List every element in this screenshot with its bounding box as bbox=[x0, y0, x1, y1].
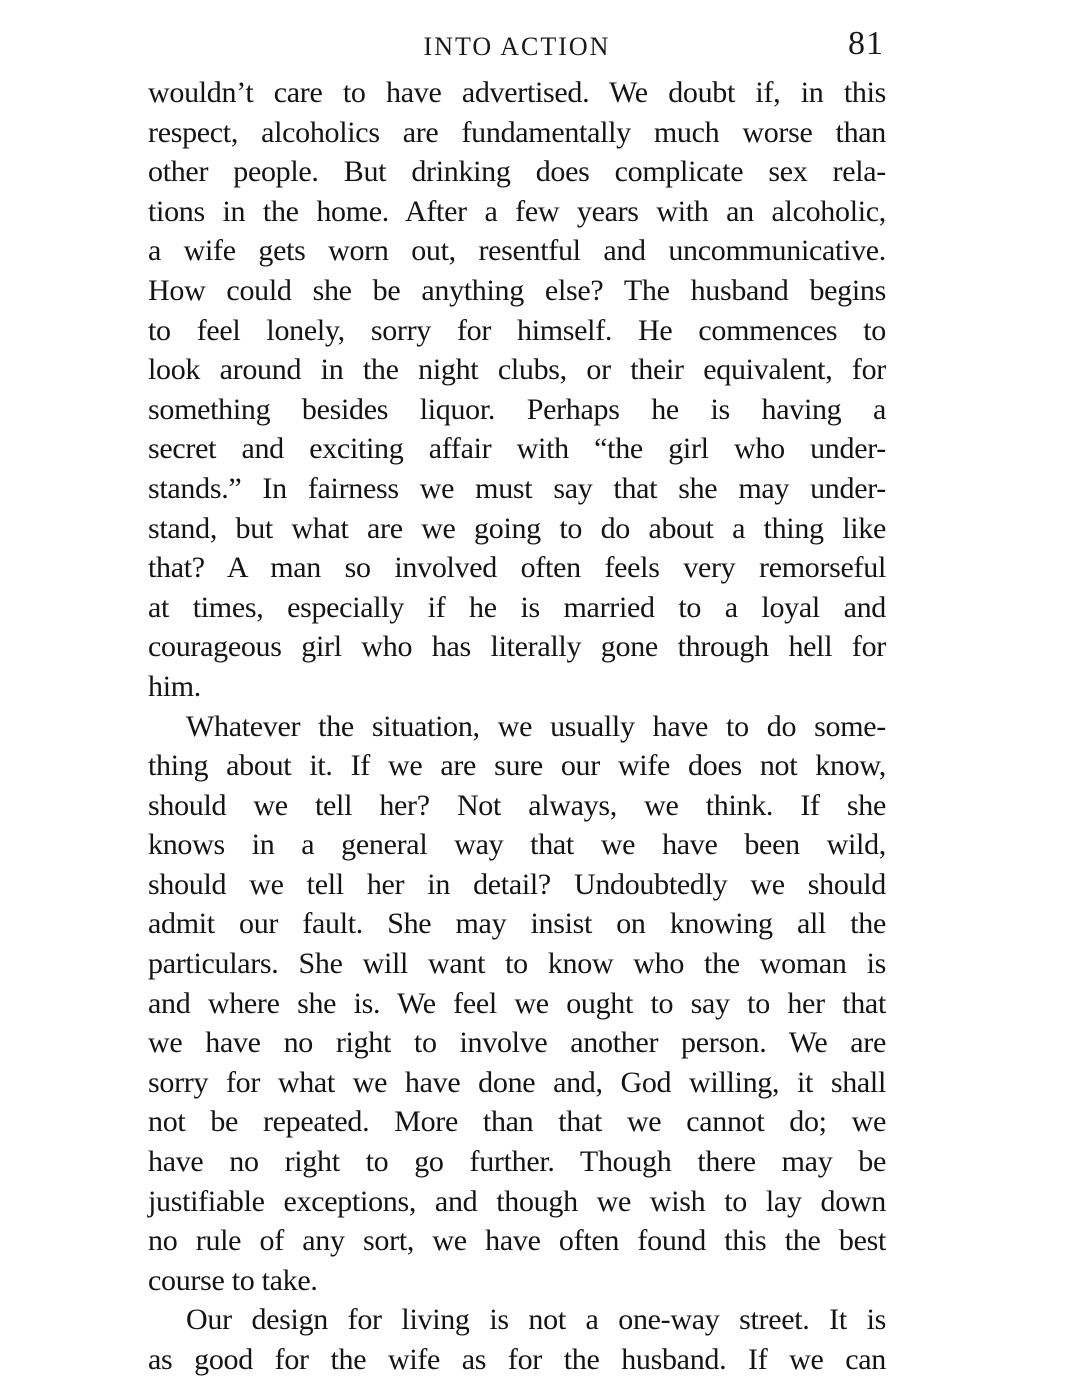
text-line: knows in a general way that we have been wild, bbox=[148, 828, 886, 862]
text-line: something besides liquor. Perhaps he is having a bbox=[148, 392, 886, 426]
text-line: stands.” In fairness we must say that she may under- bbox=[148, 471, 886, 505]
text-line: tions in the home. After a few years with an alcoholic, bbox=[148, 194, 886, 228]
text-line: respect, alcoholics are fundamentally much worse than bbox=[148, 115, 886, 149]
text-line: that? A man so involved often feels very remorseful bbox=[148, 551, 886, 585]
text-line: courageous girl who has literally gone through hell for bbox=[148, 630, 886, 664]
text-line: a wife gets worn out, resentful and uncommunicative. bbox=[148, 234, 886, 268]
text-line: justifiable exceptions, and though we wish to lay down bbox=[148, 1184, 886, 1218]
text-line: look around in the night clubs, or their equivalent, for bbox=[148, 353, 886, 387]
text-line: we have no right to involve another person. We are bbox=[148, 1026, 886, 1060]
text-line: not be repeated. More than that we cannot do; we bbox=[148, 1105, 886, 1139]
text-line: as good for the wife as for the husband. If we can bbox=[148, 1343, 886, 1376]
page-header bbox=[148, 25, 886, 62]
text-line: How could she be anything else? The husband begins bbox=[148, 273, 886, 307]
text-line: thing about it. If we are sure our wife does not know, bbox=[148, 749, 886, 783]
text-line: should we tell her in detail? Undoubtedly we should bbox=[148, 867, 886, 901]
text-line: admit our fault. She may insist on knowing all the bbox=[148, 907, 886, 941]
text-line: particulars. She will want to know who the woman is bbox=[148, 947, 886, 981]
body-text bbox=[148, 73, 886, 1380]
paragraph bbox=[148, 707, 886, 1301]
text-line: course to take. bbox=[148, 1263, 318, 1297]
text-line: have no right to go further. Though there may be bbox=[148, 1145, 886, 1179]
text-line: Whatever the situation, we usually have to do some- bbox=[186, 709, 886, 743]
text-line: stand, but what are we going to do about a thing like bbox=[148, 511, 886, 545]
text-line: should we tell her? Not always, we think. If she bbox=[148, 788, 886, 822]
running-title: INTO ACTION bbox=[423, 32, 611, 61]
paragraph bbox=[148, 1300, 886, 1379]
text-line: other people. But drinking does complicate sex rela- bbox=[148, 155, 886, 189]
text-line: and where she is. We feel we ought to say to her that bbox=[148, 986, 886, 1020]
text-line: him. bbox=[148, 669, 201, 703]
text-line: secret and exciting affair with “the girl who under- bbox=[148, 432, 886, 466]
text-line: no rule of any sort, we have often found this the best bbox=[148, 1224, 886, 1258]
text-block bbox=[148, 0, 886, 1380]
page-number: 81 bbox=[848, 25, 884, 62]
paragraph-continuation bbox=[148, 73, 886, 707]
text-line: at times, especially if he is married to a loyal and bbox=[148, 590, 886, 624]
text-line: wouldn’t care to have advertised. We doubt if, in this bbox=[148, 76, 886, 109]
text-line: Our design for living is not a one-way street. It is bbox=[186, 1303, 886, 1337]
text-line: sorry for what we have done and, God willing, it shall bbox=[148, 1065, 886, 1099]
text-line: to feel lonely, sorry for himself. He commences to bbox=[148, 313, 886, 347]
